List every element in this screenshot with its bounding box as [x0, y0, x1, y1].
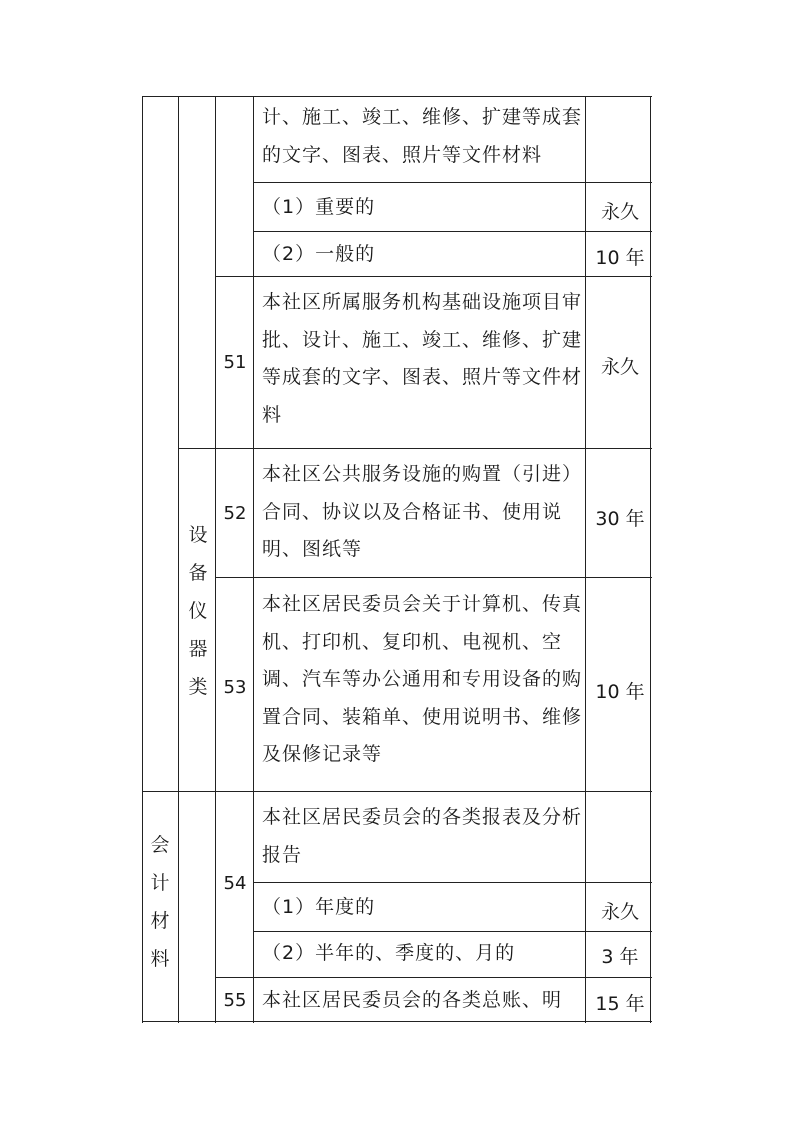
row51-period: 永久 — [600, 356, 639, 378]
row-divider — [253, 182, 652, 183]
row54-sub1-content: （1）年度的 — [262, 896, 376, 918]
col-divider-1 — [178, 96, 179, 1023]
row54-sub2-content: （2）半年的、季度的、月的 — [262, 942, 516, 964]
table-border-bottom — [142, 1021, 652, 1022]
category-accounting-label: 会计材料 — [150, 834, 170, 970]
row53-number: 53 — [223, 677, 247, 698]
row55-content: 本社区居民委员会的各类总账、明 — [262, 989, 563, 1011]
row52-period: 30 年 — [595, 508, 645, 530]
row53-content: 本社区居民委员会关于计算机、传真机、打印机、复印机、电视机、空调、汽车等办公通用和专用设备的购置合同、装箱单、使用说明书、维修及保修记录等 — [262, 593, 583, 765]
row-divider — [215, 977, 652, 978]
row-divider — [178, 448, 652, 449]
row54-number: 54 — [223, 873, 247, 894]
row-divider — [253, 882, 652, 883]
row-divider — [215, 276, 652, 277]
row-divider — [253, 231, 652, 232]
row50-sub2-period: 10 年 — [595, 247, 645, 269]
row53-period: 10 年 — [595, 681, 645, 703]
row51-content: 本社区所属服务机构基础设施项目审批、设计、施工、竣工、维修、扩建等成套的文字、图表、照片等文件材料 — [262, 291, 583, 426]
col-divider-3 — [253, 96, 254, 1023]
category-equipment-label: 设备仪器类 — [188, 524, 208, 698]
row50-sub1-period: 永久 — [600, 201, 639, 223]
row50-sub1-content: （1）重要的 — [262, 196, 376, 218]
row-divider — [253, 931, 652, 932]
row-divider — [215, 577, 652, 578]
table-border-left — [142, 96, 143, 1023]
row51-number: 51 — [223, 352, 247, 373]
row54-sub1-period: 永久 — [600, 901, 639, 923]
row54-content: 本社区居民委员会的各类报表及分析报告 — [262, 806, 583, 866]
row55-number: 55 — [223, 990, 247, 1011]
row50-content: 计、施工、竣工、维修、扩建等成套的文字、图表、照片等文件材料 — [262, 106, 583, 166]
col-divider-2 — [215, 96, 216, 1023]
table-border-right — [650, 96, 651, 1023]
row52-number: 52 — [223, 503, 247, 524]
table-border-top — [142, 96, 652, 97]
row55-period: 15 年 — [595, 993, 645, 1015]
row52-content: 本社区公共服务设施的购置（引进）合同、协议以及合格证书、使用说明、图纸等 — [262, 463, 583, 560]
row-divider — [142, 791, 652, 792]
row50-sub2-content: （2）一般的 — [262, 243, 376, 265]
row54-sub2-period: 3 年 — [601, 946, 639, 968]
